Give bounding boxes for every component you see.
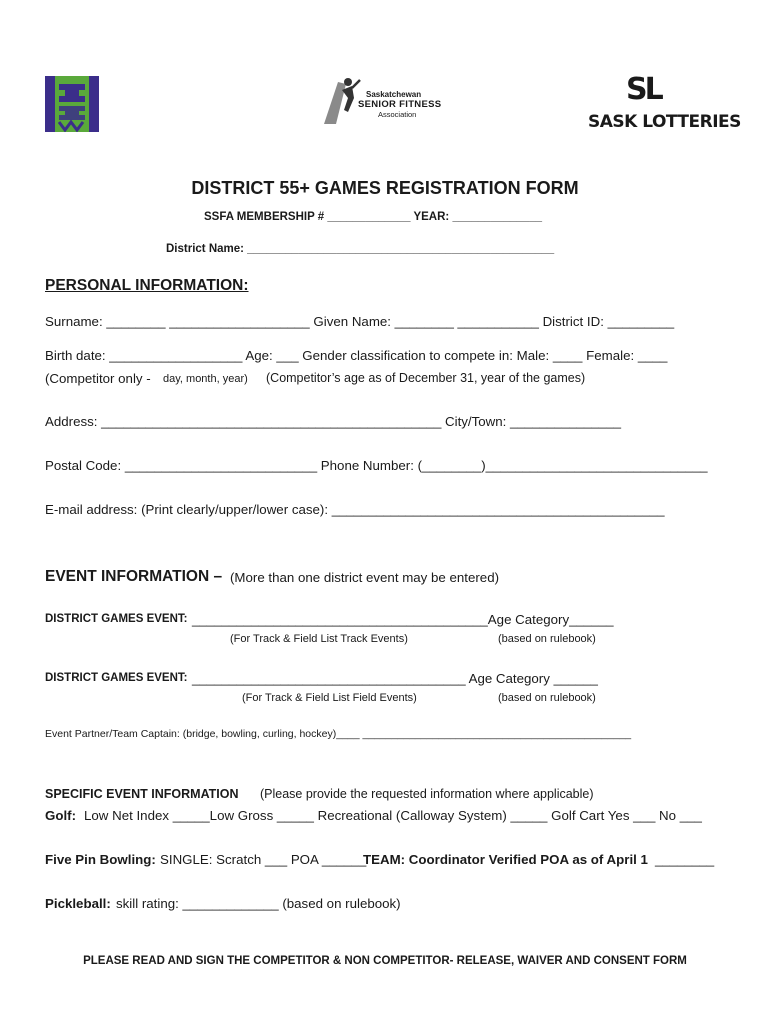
competitor-note: (Competitor only - <box>45 371 151 386</box>
partner-line[interactable]: Event Partner/Team Captain: (bridge, bowling, curling, hockey)____ ______________________________________________ <box>45 728 632 740</box>
specific-heading: SPECIFIC EVENT INFORMATION <box>45 787 239 801</box>
ssfa-line2: SENIOR FITNESS <box>358 99 442 110</box>
ssfa-logo <box>322 76 442 128</box>
pickleball-label: Pickleball: <box>45 896 111 911</box>
age-note: (Competitor’s age as of December 31, year of the games) <box>266 371 586 385</box>
ssm-logo <box>45 76 99 132</box>
district-event-1-label: DISTRICT GAMES EVENT: <box>45 613 188 625</box>
ssfa-line1: Saskatchewan <box>366 90 422 99</box>
bowling-line[interactable]: SINGLE: Scratch ___ POA ______ <box>160 852 367 867</box>
track-note: (For Track & Field List Track Events) <box>230 633 408 645</box>
personal-heading: PERSONAL INFORMATION: <box>45 277 249 294</box>
membership-line[interactable]: SSFA MEMBERSHIP # _____________ YEAR: ______________ <box>204 211 542 223</box>
waiver-notice: PLEASE READ AND SIGN THE COMPETITOR & NON COMPETITOR- RELEASE, WAIVER AND CONSENT FORM <box>83 955 687 967</box>
district-event-1-field[interactable]: ________________________________________Age Category______ <box>192 612 614 627</box>
specific-heading-note: (Please provide the requested information where applicable) <box>260 787 594 801</box>
bowling-team: TEAM: Coordinator Verified POA as of April 1 <box>363 852 648 867</box>
rulebook-note-2: (based on rulebook) <box>498 692 596 704</box>
sask-mark: SL <box>626 72 661 107</box>
surname-line[interactable]: Surname: ________ ___________________ Given Name: ________ ___________ District ID: _________ <box>45 314 675 329</box>
address-line[interactable]: Address: ______________________________________________ City/Town: _______________ <box>45 414 621 429</box>
postal-phone-line[interactable]: Postal Code: __________________________ Phone Number: (________)______________________________ <box>45 458 708 473</box>
district-event-2-label: DISTRICT GAMES EVENT: <box>45 672 188 684</box>
district-name-line[interactable]: District Name: ________________________________________________ <box>166 243 555 255</box>
email-line[interactable]: E-mail address: (Print clearly/upper/lower case): _____________________________________________ <box>45 502 665 517</box>
form-title: DISTRICT 55+ GAMES REGISTRATION FORM <box>191 178 579 198</box>
district-event-2-field[interactable]: _____________________________________ Age Category ______ <box>192 671 598 686</box>
event-heading: EVENT INFORMATION – <box>45 568 223 585</box>
sask-lotteries-logo <box>588 72 741 134</box>
ssfa-line3: Association <box>378 110 417 119</box>
event-heading-note: (More than one district event may be entered) <box>230 570 500 585</box>
golf-line[interactable]: Low Net Index _____Low Gross _____ Recreational (Calloway System) _____ Golf Cart Yes ___ No ___ <box>84 808 702 823</box>
date-format-note: day, month, year) <box>163 373 248 385</box>
bowling-label: Five Pin Bowling: <box>45 852 156 867</box>
birth-line[interactable]: Birth date: __________________ Age: ___ Gender classification to compete in: Male: ____ Female: ____ <box>45 348 668 363</box>
field-note: (For Track & Field List Field Events) <box>242 692 417 704</box>
rulebook-note-1: (based on rulebook) <box>498 633 596 645</box>
sask-text: SASK LOTTERIES <box>588 112 741 132</box>
golf-label: Golf: <box>45 808 77 823</box>
pickleball-line[interactable]: skill rating: _____________ (based on rulebook) <box>116 896 401 911</box>
bowling-blank[interactable]: ________ <box>655 852 715 867</box>
